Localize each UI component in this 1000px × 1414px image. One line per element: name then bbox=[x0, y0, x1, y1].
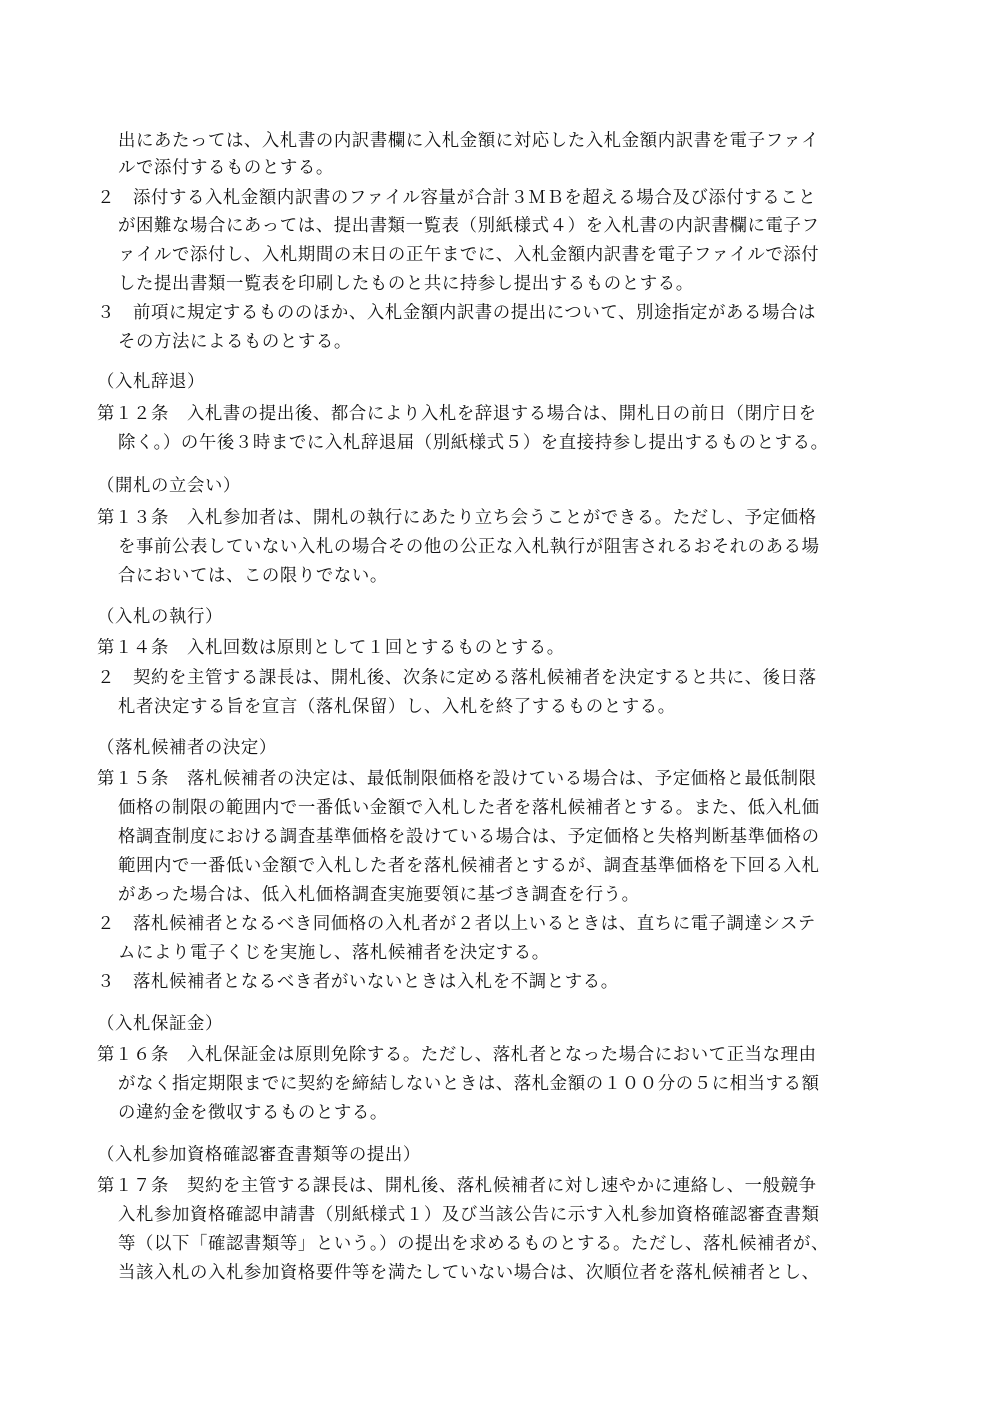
body-line: 出にあたっては、入札書の内訳書欄に入札金額に対応した入札金額内訳書を電子ファイ bbox=[118, 131, 820, 151]
body-line: 等（以下「確認書類等」という。）の提出を求めるものとする。ただし、落札候補者が、 bbox=[118, 1234, 829, 1254]
body-line: 当該入札の入札参加資格要件等を満たしていない場合は、次順位者を落札候補者とし、 bbox=[118, 1263, 820, 1283]
body-line: 除く。）の午後３時までに入札辞退届（別紙様式５）を直接持参し提出するものとする。 bbox=[118, 433, 829, 453]
body-line: ムにより電子くじを実施し、落札候補者を決定する。 bbox=[118, 943, 550, 963]
body-line: の違約金を徴収するものとする。 bbox=[118, 1103, 388, 1123]
clause-line: ３ 落札候補者となるべき者がいないときは入札を不調とする。 bbox=[97, 972, 619, 992]
body-line: ァイルで添付し、入札期間の末日の正午までに、入札金額内訳書を電子ファイルで添付 bbox=[118, 245, 820, 265]
article-line: 第１４条 入札回数は原則として１回とするものとする。 bbox=[97, 638, 565, 658]
body-line: がなく指定期限までに契約を締結しないときは、落札金額の１００分の５に相当する額 bbox=[118, 1074, 820, 1094]
body-line: 価格の制限の範囲内で一番低い金額で入札した者を落札候補者とする。また、低入札価 bbox=[118, 798, 820, 818]
body-line: した提出書類一覧表を印刷したものと共に持参し提出するものとする。 bbox=[118, 274, 694, 294]
body-line: があった場合は、低入札価格調査実施要領に基づき調査を行う。 bbox=[118, 885, 640, 905]
article-line: 第１３条 入札参加者は、開札の執行にあたり立ち会うことができる。ただし、予定価格 bbox=[97, 508, 817, 528]
section-heading: （入札参加資格確認審査書類等の提出） bbox=[97, 1145, 421, 1165]
article-line: 第１２条 入札書の提出後、都合により入札を辞退する場合は、開札日の前日（閉庁日を bbox=[97, 404, 817, 424]
article-line: 第１５条 落札候補者の決定は、最低制限価格を設けている場合は、予定価格と最低制限 bbox=[97, 769, 817, 789]
body-line: 範囲内で一番低い金額で入札した者を落札候補者とするが、調査基準価格を下回る入札 bbox=[118, 856, 820, 876]
section-heading: （入札保証金） bbox=[97, 1014, 223, 1034]
article-line: 第１６条 入札保証金は原則免除する。ただし、落札者となった場合において正当な理由 bbox=[97, 1045, 817, 1065]
section-heading: （入札辞退） bbox=[97, 372, 205, 392]
section-heading: （入札の執行） bbox=[97, 607, 223, 627]
clause-line: ３ 前項に規定するもののほか、入札金額内訳書の提出について、別途指定がある場合は bbox=[97, 303, 816, 323]
clause-line: ２ 落札候補者となるべき同価格の入札者が２者以上いるときは、直ちに電子調達システ bbox=[97, 914, 816, 934]
body-line: その方法によるものとする。 bbox=[118, 332, 352, 352]
section-heading: （開札の立会い） bbox=[97, 476, 241, 496]
clause-line: ２ 添付する入札金額内訳書のファイル容量が合計３ＭＢを超える場合及び添付すること bbox=[97, 188, 817, 208]
body-line: ルで添付するものとする。 bbox=[118, 158, 334, 178]
body-line: が困難な場合にあっては、提出書類一覧表（別紙様式４）を入札書の内訳書欄に電子フ bbox=[118, 216, 820, 236]
body-line: 格調査制度における調査基準価格を設けている場合は、予定価格と失格判断基準価格の bbox=[118, 827, 820, 847]
body-line: 札者決定する旨を宣言（落札保留）し、入札を終了するものとする。 bbox=[118, 697, 676, 717]
section-heading: （落札候補者の決定） bbox=[97, 738, 277, 758]
body-line: 入札参加資格確認申請書（別紙様式１）及び当該公告に示す入札参加資格確認審査書類 bbox=[118, 1205, 820, 1225]
body-line: 合においては、この限りでない。 bbox=[118, 566, 388, 586]
clause-line: ２ 契約を主管する課長は、開札後、次条に定める落札候補者を決定すると共に、後日落 bbox=[97, 668, 817, 688]
body-line: を事前公表していない入札の場合その他の公正な入札執行が阻害されるおそれのある場 bbox=[118, 537, 820, 557]
article-line: 第１７条 契約を主管する課長は、開札後、落札候補者に対し速やかに連絡し、一般競争 bbox=[97, 1176, 817, 1196]
